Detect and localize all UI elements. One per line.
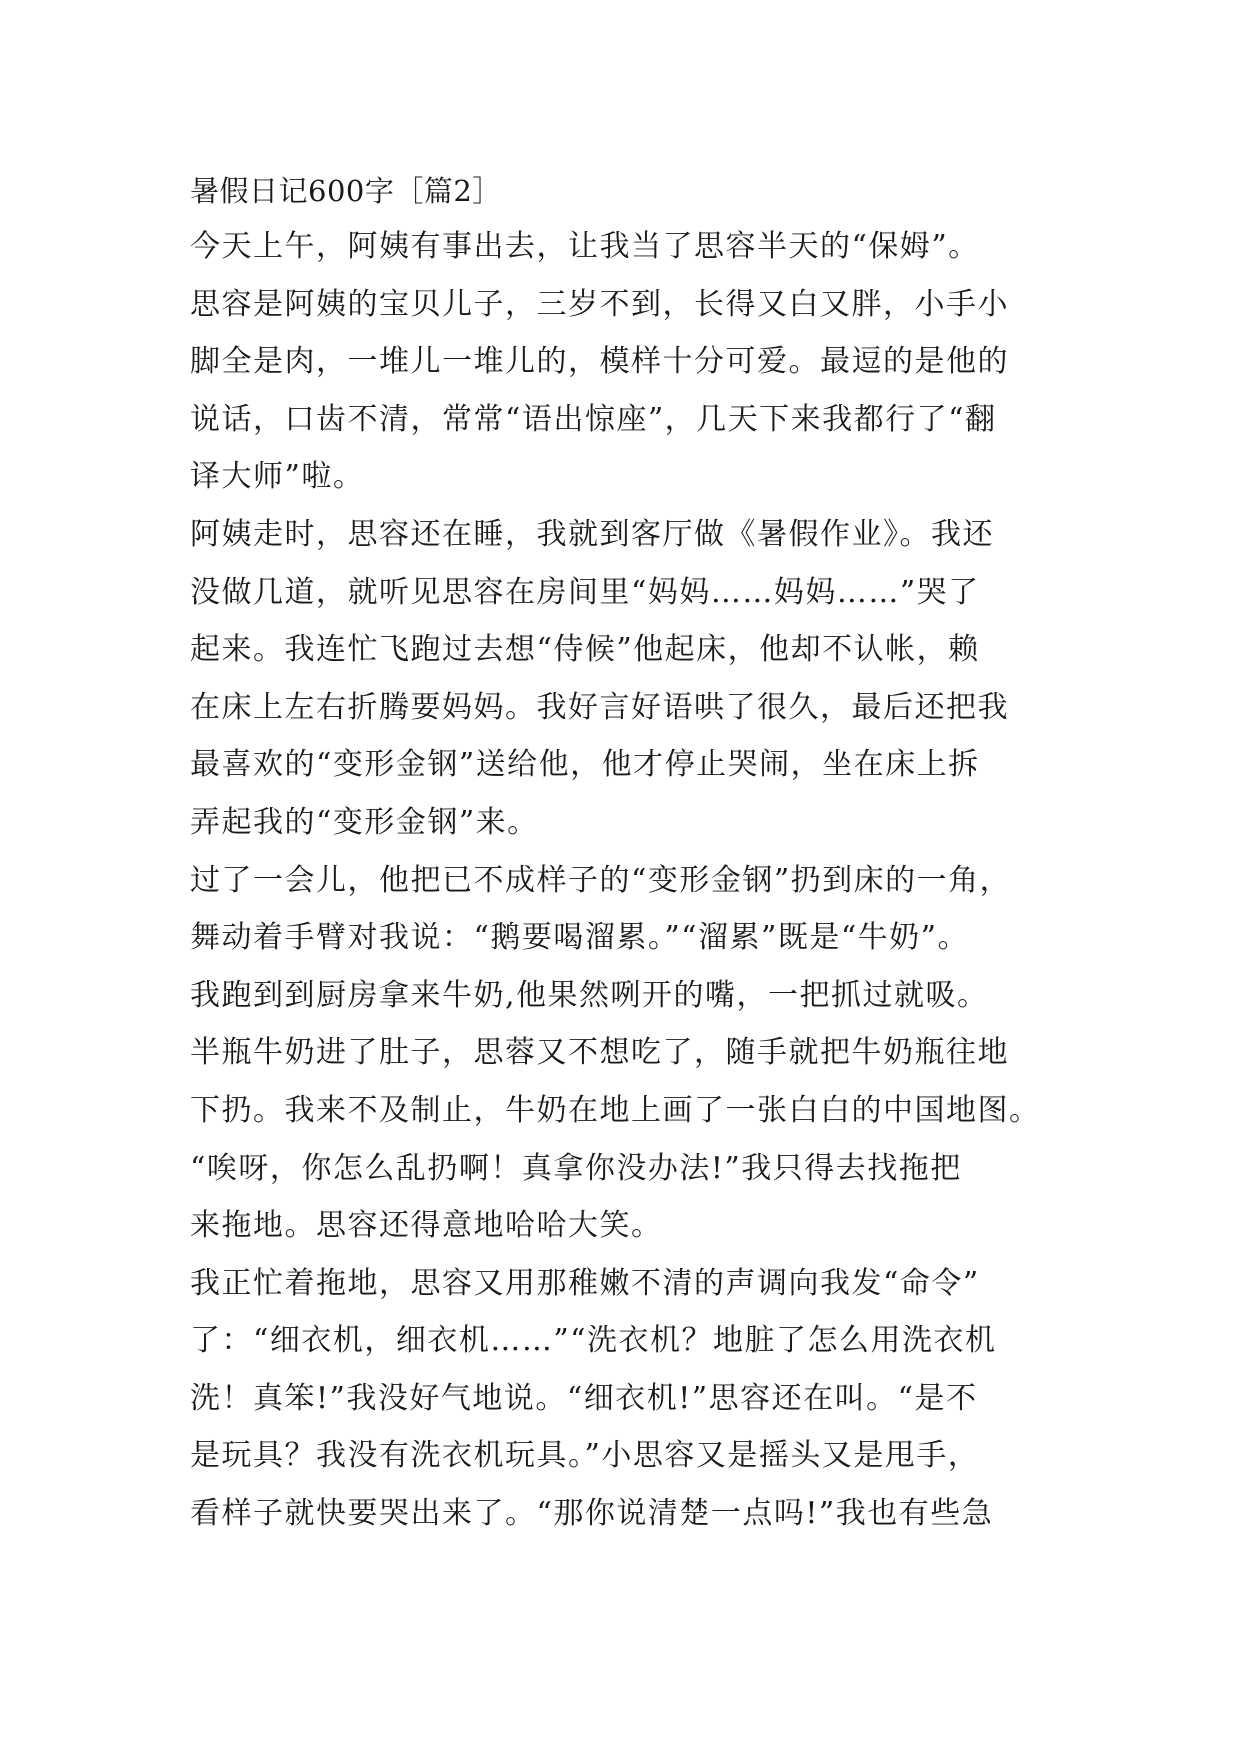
text-line: 思容是阿姨的宝贝儿子，三岁不到，长得又白又胖，小手小	[190, 286, 1009, 322]
text-line: 我跑到到厨房拿来牛奶,他果然咧开的嘴，一把抓过就吸。	[190, 977, 989, 1013]
text-line: 没做几道，就听见思容在房间里“妈妈……妈妈……”哭了	[190, 574, 980, 610]
document-title: 暑假日记600字［篇2］	[190, 174, 502, 208]
text-line: 脚全是肉，一堆儿一堆儿的，模样十分可爱。最逗的是他的	[190, 344, 1009, 380]
text-line: 在床上左右折腾要妈妈。我好言好语哄了很久，最后还把我	[190, 689, 1009, 725]
text-line: 来拖地。思容还得意地哈哈大笑。	[190, 1208, 663, 1244]
text-line: 舞动着手臂对我说：“鹅要喝溜累。”“溜累”既是“牛奶”。	[190, 920, 970, 956]
text-line: 半瓶牛奶进了肚子，思蓉又不想吃了，随手就把牛奶瓶往地	[190, 1035, 1009, 1071]
text-line: “唉呀，你怎么乱扔啊！真拿你没办法!”我只得去找拖把	[190, 1150, 962, 1186]
text-line: 看样子就快要哭出来了。“那你说清楚一点吗!”我也有些急	[190, 1496, 994, 1532]
text-line: 了：“细衣机，细衣机……”“洗衣机？地脏了怎么用洗衣机	[190, 1323, 997, 1359]
text-line: 说话，口齿不清，常常“语出惊座”，几天下来我都行了“翻	[190, 401, 997, 437]
text-line: 阿姨走时，思容还在睡，我就到客厅做《暑假作业》。我还	[190, 516, 994, 552]
text-line: 起来。我连忙飞跑过去想“侍候”他起床，他却不认帐，赖	[190, 632, 980, 668]
text-line: 我正忙着拖地，思容又用那稚嫩不清的声调向我发“命令”	[190, 1265, 980, 1301]
text-line: 洗！真笨!”我没好气地说。“细衣机!”思容还在叫。“是不	[190, 1380, 978, 1416]
document-body	[190, 164, 1070, 1543]
text-line: 过了一会儿，他把已不成样子的“变形金钢”扔到床的一角，	[190, 862, 1012, 898]
text-line: 最喜欢的“变形金钢”送给他，他才停止哭闹，坐在床上拆	[190, 747, 980, 783]
text-line: 今天上午，阿姨有事出去，让我当了思容半天的“保姆”。	[190, 229, 980, 264]
text-line: 是玩具？我没有洗衣机玩具。”小思容又是摇头又是甩手，	[190, 1438, 980, 1474]
text-line: 译大师”啦。	[190, 459, 365, 495]
text-line: 下扔。我来不及制止，牛奶在地上画了一张白白的中国地图。	[190, 1092, 1041, 1128]
text-line: 弄起我的“变形金钢”来。	[190, 804, 539, 840]
